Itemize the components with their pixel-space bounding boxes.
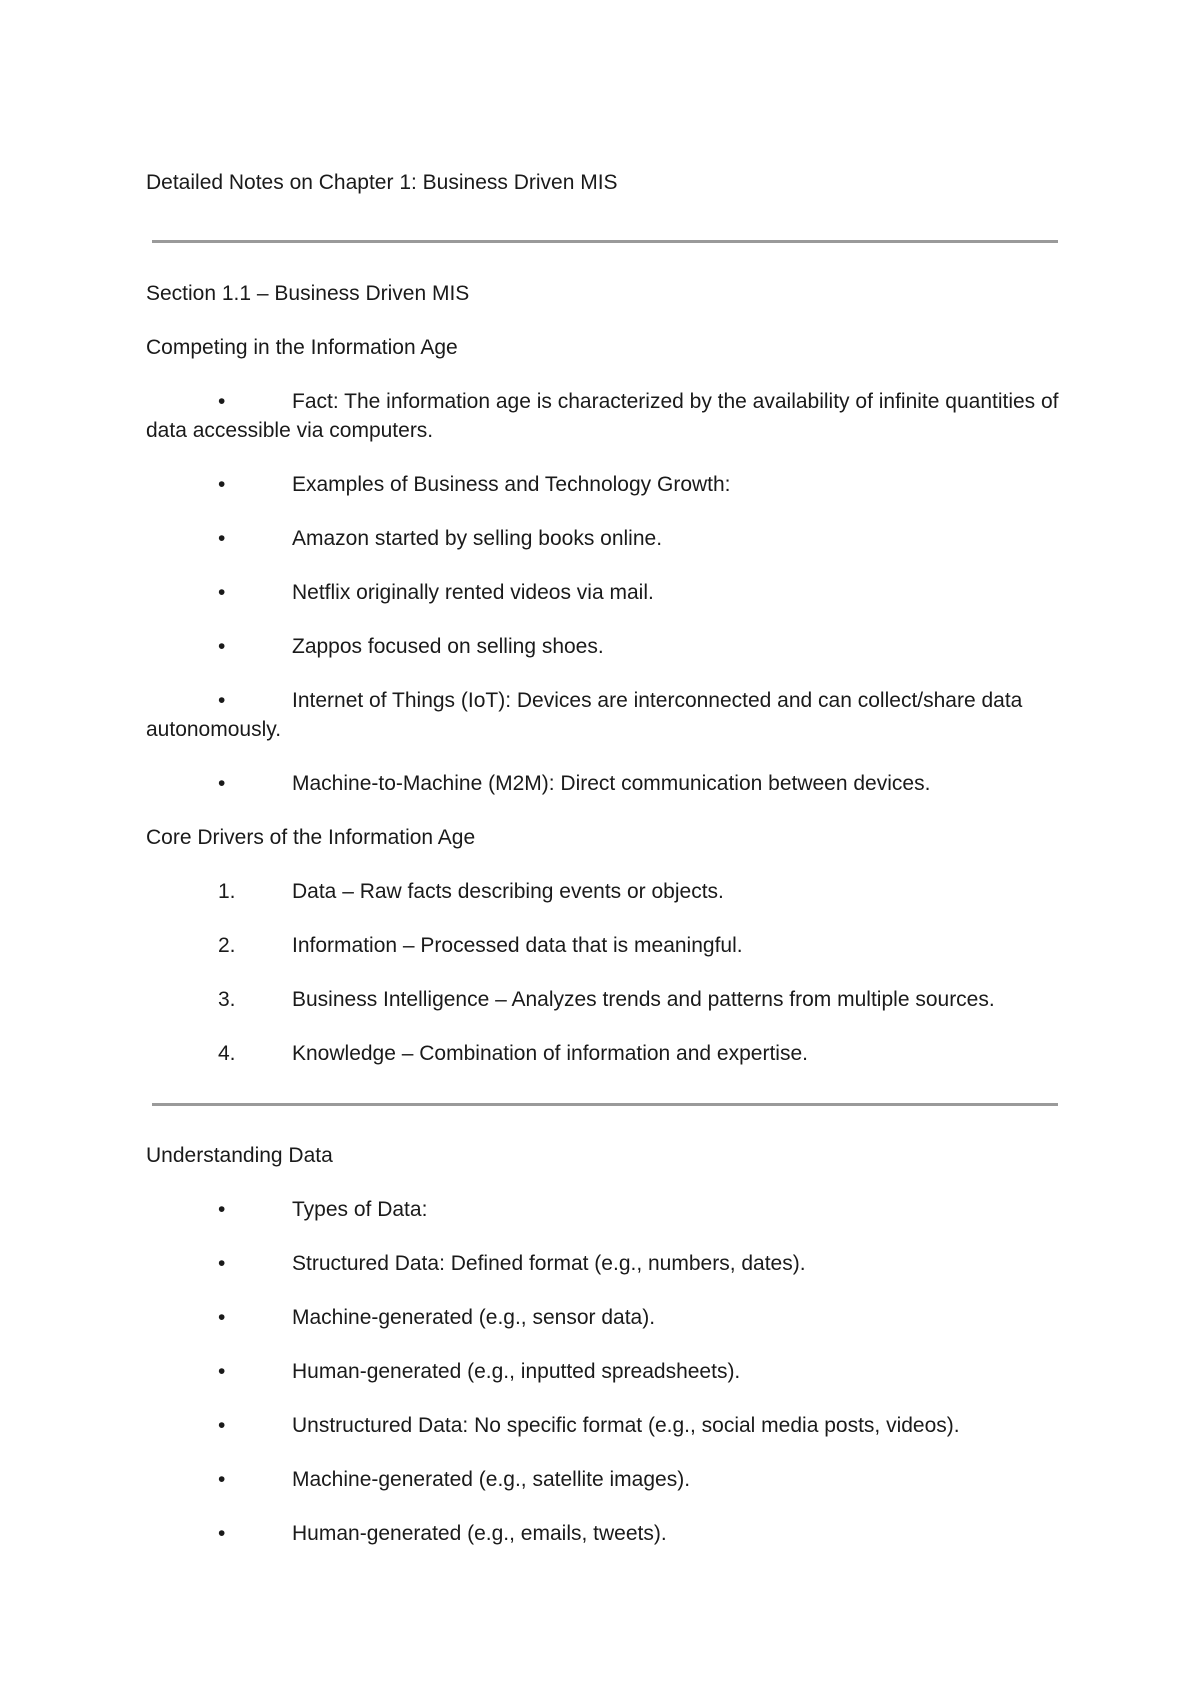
- numbered-list-drivers: [146, 877, 1062, 1068]
- horizontal-rule: [152, 240, 1058, 243]
- list-item-text: Structured Data: Defined format (e.g., numbers, dates).: [292, 1252, 806, 1275]
- list-item: [146, 578, 1062, 607]
- bullet-marker: •: [218, 1252, 226, 1275]
- bullet-list-competing: [146, 387, 1062, 798]
- list-item-text: Fact: The information age is characterized by the availability of infinite quantities of data accessible via computers.: [146, 390, 1059, 442]
- bullet-marker: •: [218, 772, 226, 795]
- bullet-marker: •: [218, 473, 226, 496]
- list-item-text: Information – Processed data that is meaningful.: [292, 934, 743, 957]
- list-item: [146, 470, 1062, 499]
- bullet-marker: •: [218, 1306, 226, 1329]
- list-item-text: Machine-to-Machine (M2M): Direct communication between devices.: [292, 772, 931, 795]
- bullet-marker: •: [218, 1198, 226, 1221]
- document-page: [146, 168, 1062, 1548]
- list-item: [146, 632, 1062, 661]
- list-item-text: Types of Data:: [292, 1198, 428, 1221]
- bullet-marker: •: [218, 689, 226, 712]
- list-item-text: Zappos focused on selling shoes.: [292, 635, 604, 658]
- bullet-marker: •: [218, 1360, 226, 1383]
- list-item-text: Human-generated (e.g., emails, tweets).: [292, 1522, 667, 1545]
- list-item-text: Knowledge – Combination of information and expertise.: [292, 1042, 808, 1065]
- list-item: [146, 1249, 1062, 1278]
- list-item-text: Machine-generated (e.g., satellite images).: [292, 1468, 691, 1491]
- bullet-marker: •: [218, 1522, 226, 1545]
- list-item-text: Amazon started by selling books online.: [292, 527, 663, 550]
- list-item: [146, 1039, 1062, 1068]
- subsection-heading-understanding: Understanding Data: [146, 1144, 333, 1167]
- list-item: [146, 1465, 1062, 1494]
- list-number: 2.: [218, 934, 236, 957]
- list-item: [146, 931, 1062, 960]
- list-item-text: Netflix originally rented videos via mail.: [292, 581, 654, 604]
- list-item: [146, 1303, 1062, 1332]
- list-item-text: Human-generated (e.g., inputted spreadsheets).: [292, 1360, 741, 1383]
- list-item: [146, 769, 1062, 798]
- document-title: Detailed Notes on Chapter 1: Business Driven MIS: [146, 171, 618, 194]
- list-number: 4.: [218, 1042, 236, 1065]
- list-item: [146, 985, 1062, 1014]
- bullet-marker: •: [218, 1414, 226, 1437]
- bullet-marker: •: [218, 390, 226, 413]
- bullet-list-understanding: [146, 1195, 1062, 1548]
- section-heading: Section 1.1 – Business Driven MIS: [146, 282, 470, 305]
- bullet-marker: •: [218, 1468, 226, 1491]
- list-number: 1.: [218, 880, 236, 903]
- list-item: [146, 686, 1062, 744]
- bullet-marker: •: [218, 581, 226, 604]
- subsection-heading-drivers: Core Drivers of the Information Age: [146, 826, 476, 849]
- list-item-text: Business Intelligence – Analyzes trends and patterns from multiple sources.: [292, 988, 995, 1011]
- list-item: [146, 877, 1062, 906]
- horizontal-rule: [152, 1103, 1058, 1106]
- list-item: [146, 1195, 1062, 1224]
- list-item: [146, 387, 1062, 445]
- list-item-text: Data – Raw facts describing events or objects.: [292, 880, 724, 903]
- list-item: [146, 1357, 1062, 1386]
- list-number: 3.: [218, 988, 236, 1011]
- list-item-text: Unstructured Data: No specific format (e.g., social media posts, videos).: [292, 1414, 960, 1437]
- list-item-text: Machine-generated (e.g., sensor data).: [292, 1306, 656, 1329]
- list-item-text: Examples of Business and Technology Growth:: [292, 473, 731, 496]
- bullet-marker: •: [218, 527, 226, 550]
- subsection-heading-competing: Competing in the Information Age: [146, 336, 458, 359]
- list-item: [146, 1411, 1062, 1440]
- list-item-text: Internet of Things (IoT): Devices are interconnected and can collect/share data autonomously.: [146, 689, 1023, 741]
- list-item: [146, 524, 1062, 553]
- bullet-marker: •: [218, 635, 226, 658]
- list-item: [146, 1519, 1062, 1548]
